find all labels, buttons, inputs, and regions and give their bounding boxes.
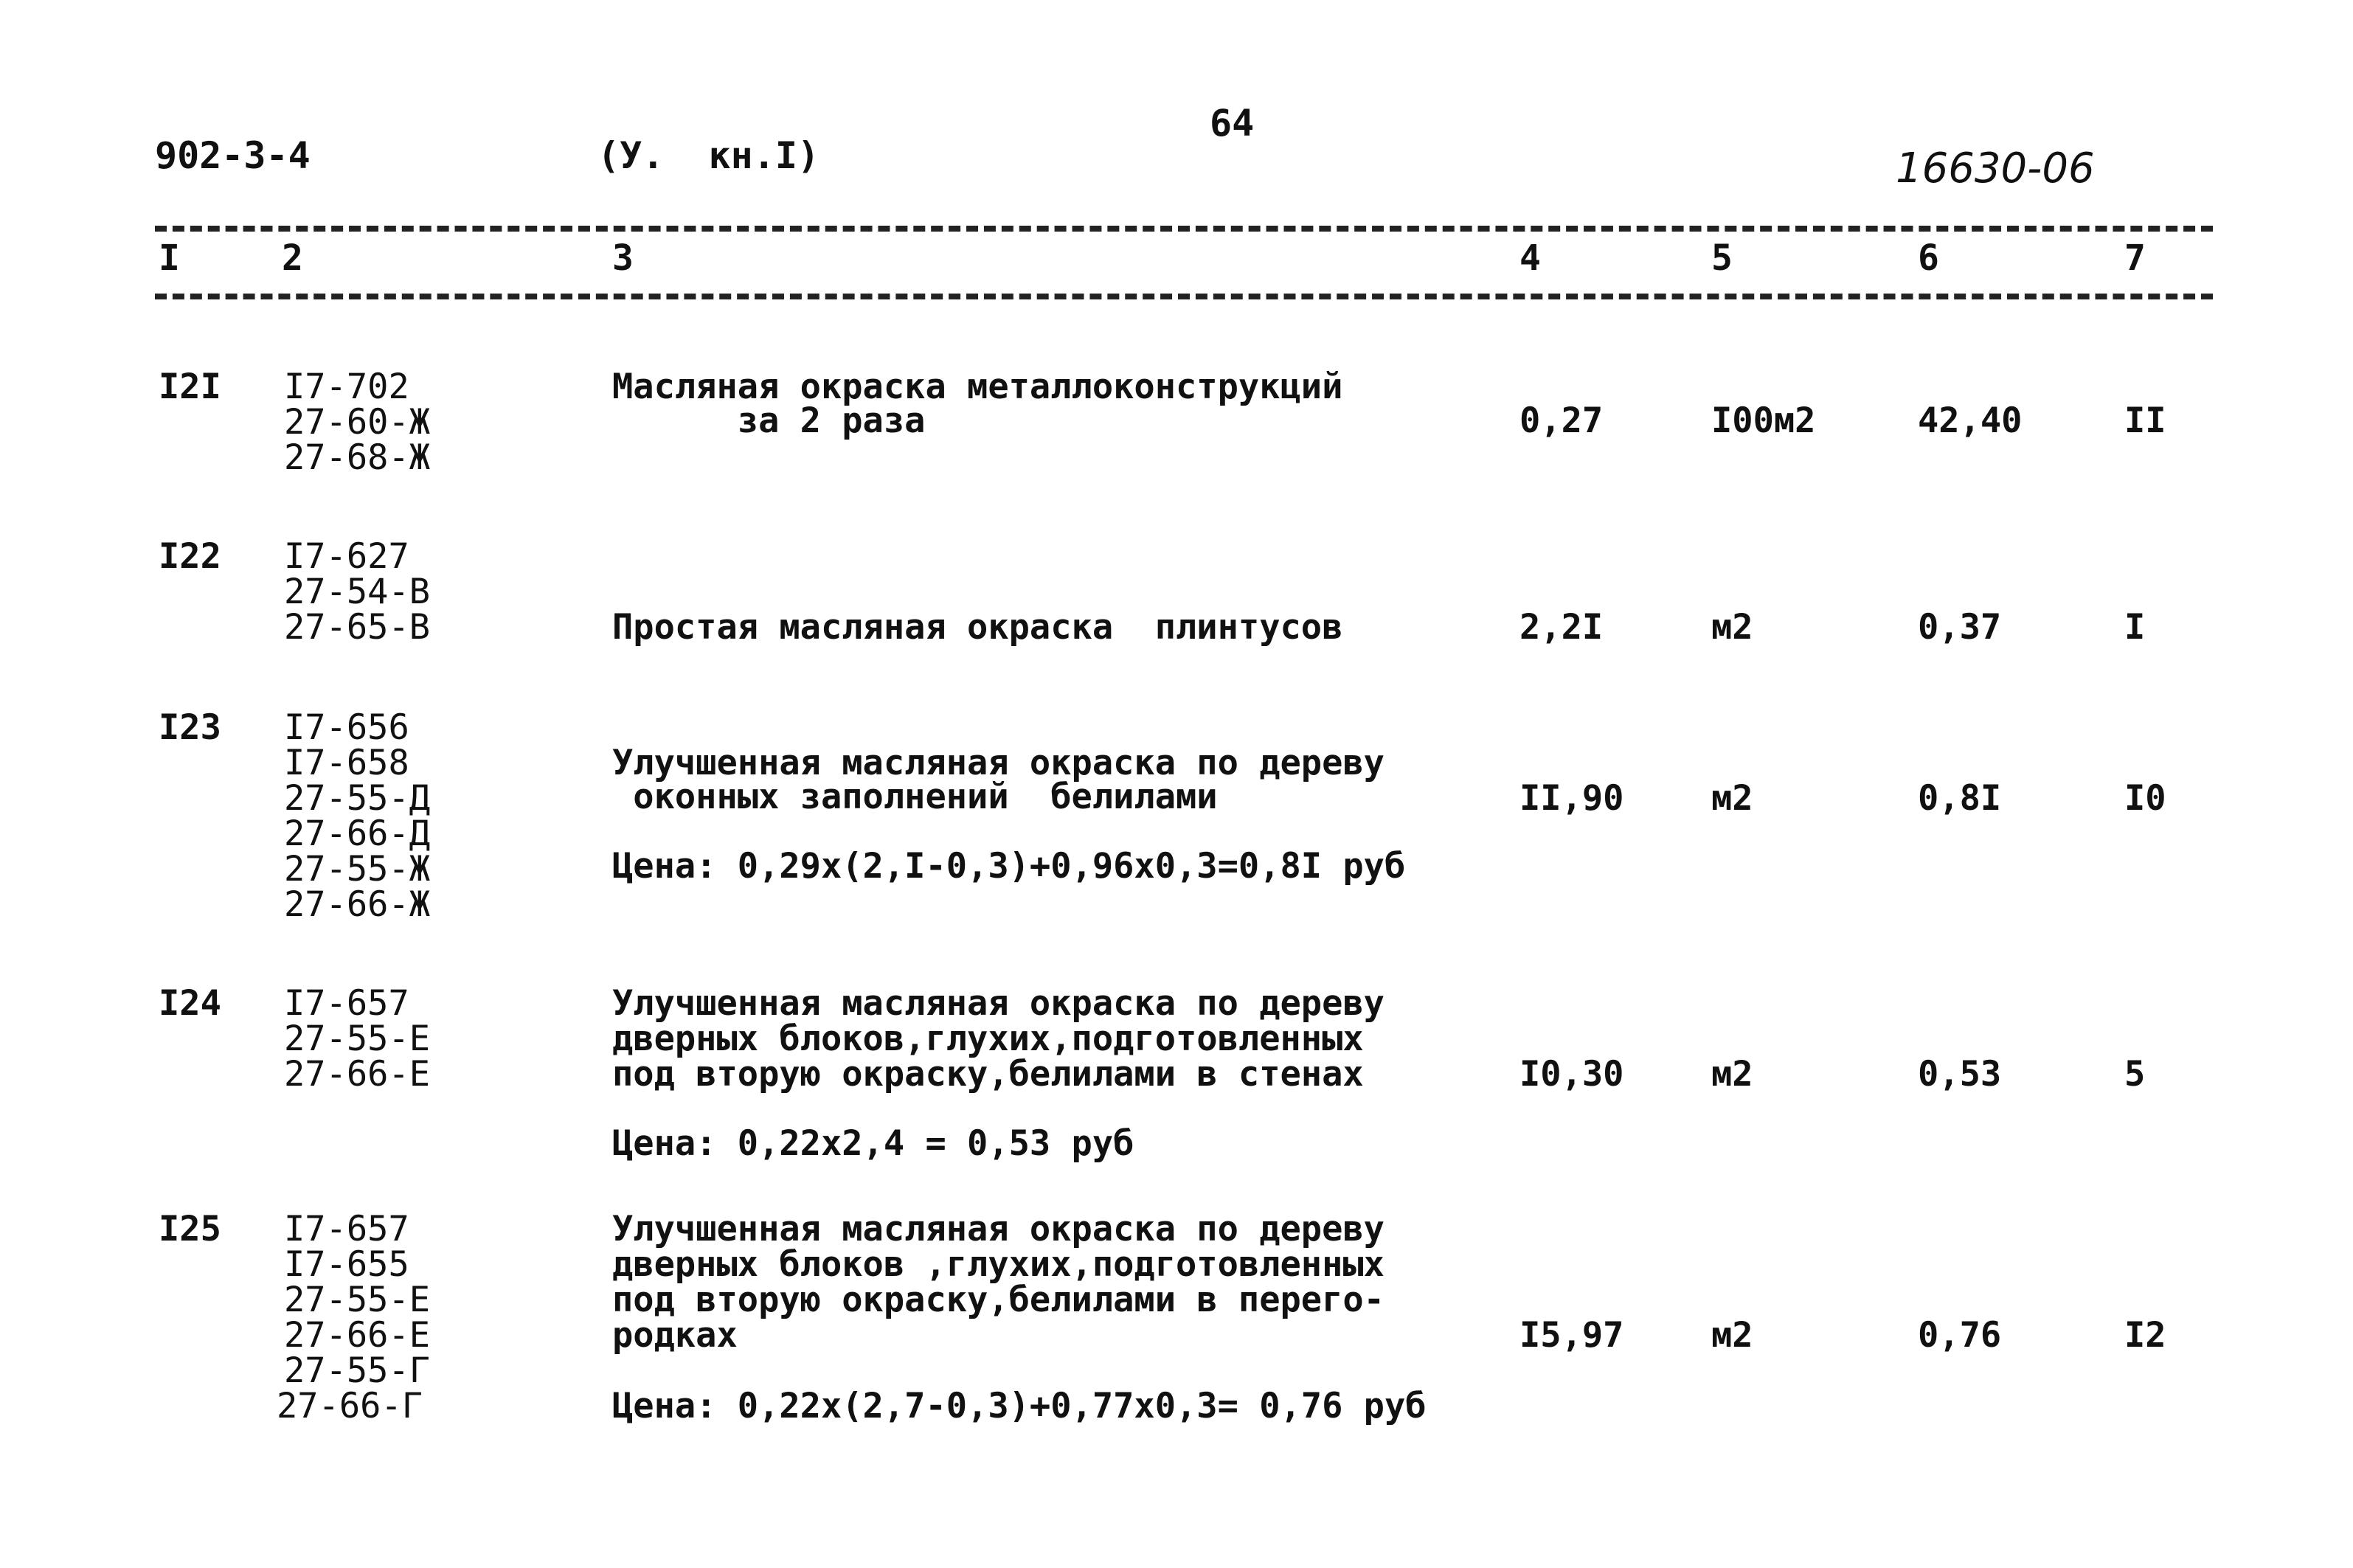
norm-code: I7-657 bbox=[284, 983, 409, 1024]
row-number: I25 bbox=[159, 1209, 221, 1249]
norm-code: I7-655 bbox=[284, 1244, 409, 1285]
work-description: Улучшенная масляная окраска по дереву bbox=[612, 743, 1385, 783]
norm-code: 27-66-Е bbox=[284, 1054, 431, 1095]
norm-code: 27-55-Е bbox=[284, 1019, 431, 1059]
work-description: Улучшенная масляная окраска по дереву bbox=[612, 983, 1385, 1024]
norm-code: 27-55-Е bbox=[284, 1280, 431, 1320]
work-description: за 2 раза bbox=[612, 400, 926, 441]
row-number: I23 bbox=[159, 707, 221, 748]
norm-code: 27-66-Ж bbox=[284, 884, 431, 925]
quantity: I0,30 bbox=[1519, 1054, 1624, 1095]
price-calculation: Цена: 0,29х(2,I-0,3)+0,96х0,3=0,8I руб bbox=[612, 846, 1406, 887]
column-number-5: 5 bbox=[1711, 237, 1733, 279]
column-number-3: 3 bbox=[612, 237, 634, 279]
column-number-1: I bbox=[159, 237, 180, 279]
norm-code: 27-68-Ж bbox=[284, 437, 431, 478]
work-description: под вторую окраску,белилами в перего- bbox=[612, 1280, 1385, 1320]
row-number: I2I bbox=[159, 367, 221, 407]
total: I bbox=[2124, 607, 2146, 648]
unit-price: 0,76 bbox=[1918, 1315, 2002, 1356]
total: I2 bbox=[2124, 1315, 2166, 1356]
quantity: II,90 bbox=[1519, 778, 1624, 819]
work-description: Улучшенная масляная окраска по дереву bbox=[612, 1209, 1385, 1249]
column-number-2: 2 bbox=[282, 237, 303, 279]
norm-code: 27-65-В bbox=[284, 607, 431, 648]
row-number: I24 bbox=[159, 983, 221, 1024]
work-description: Простая масляная окраска плинтусов bbox=[612, 607, 1343, 648]
unit: м2 bbox=[1711, 1315, 1753, 1356]
work-description: оконных заполнений белилами bbox=[612, 777, 1218, 817]
page-number: 64 bbox=[1210, 102, 1255, 145]
norm-code: 27-55-Д bbox=[284, 778, 431, 819]
work-description: под вторую окраску,белилами в стенах bbox=[612, 1054, 1364, 1095]
norm-code: I7-627 bbox=[284, 536, 409, 577]
column-number-4: 4 bbox=[1519, 237, 1541, 279]
archive-number: 16630-06 bbox=[1896, 145, 2095, 192]
quantity: 0,27 bbox=[1519, 400, 1604, 441]
unit: м2 bbox=[1711, 1054, 1753, 1095]
header-rule-bottom bbox=[155, 294, 2213, 299]
price-calculation: Цена: 0,22х2,4 = 0,53 руб bbox=[612, 1123, 1134, 1164]
unit: м2 bbox=[1711, 778, 1753, 819]
norm-code: 27-55-Ж bbox=[284, 849, 431, 889]
norm-code: 27-60-Ж bbox=[284, 402, 431, 443]
unit-price: 42,40 bbox=[1918, 400, 2023, 441]
quantity: I5,97 bbox=[1519, 1315, 1624, 1356]
volume-reference: (У. кн.I) bbox=[597, 134, 820, 177]
norm-code: 27-54-В bbox=[284, 572, 431, 612]
total: II bbox=[2124, 400, 2166, 441]
work-description: Масляная окраска металлоконструкций bbox=[612, 367, 1343, 407]
norm-code: 27-66-Д bbox=[284, 814, 431, 854]
column-number-6: 6 bbox=[1918, 237, 1939, 279]
unit: м2 bbox=[1711, 607, 1753, 648]
total: I0 bbox=[2124, 778, 2166, 819]
norm-code: I7-657 bbox=[284, 1209, 409, 1249]
price-calculation: Цена: 0,22х(2,7-0,3)+0,77х0,3= 0,76 руб bbox=[612, 1386, 1427, 1426]
norm-code: 27-66-Г bbox=[277, 1386, 423, 1426]
norm-code: I7-656 bbox=[284, 707, 409, 748]
norm-code: I7-658 bbox=[284, 743, 409, 783]
unit-price: 0,37 bbox=[1918, 607, 2002, 648]
column-number-7: 7 bbox=[2124, 237, 2146, 279]
work-description: дверных блоков ,глухих,подготовленных bbox=[612, 1244, 1385, 1285]
header-rule-top bbox=[155, 226, 2213, 232]
work-description: дверных блоков,глухих,подготовленных bbox=[612, 1019, 1364, 1059]
norm-code: 27-66-Е bbox=[284, 1315, 431, 1356]
quantity: 2,2I bbox=[1519, 607, 1604, 648]
document-code: 902-3-4 bbox=[155, 134, 311, 177]
unit-price: 0,53 bbox=[1918, 1054, 2002, 1095]
unit: I00м2 bbox=[1711, 400, 1816, 441]
row-number: I22 bbox=[159, 536, 221, 577]
norm-code: 27-55-Г bbox=[284, 1350, 431, 1391]
norm-code: I7-702 bbox=[284, 367, 409, 407]
total: 5 bbox=[2124, 1054, 2146, 1095]
unit-price: 0,8I bbox=[1918, 778, 2002, 819]
work-description: родках bbox=[612, 1315, 738, 1356]
